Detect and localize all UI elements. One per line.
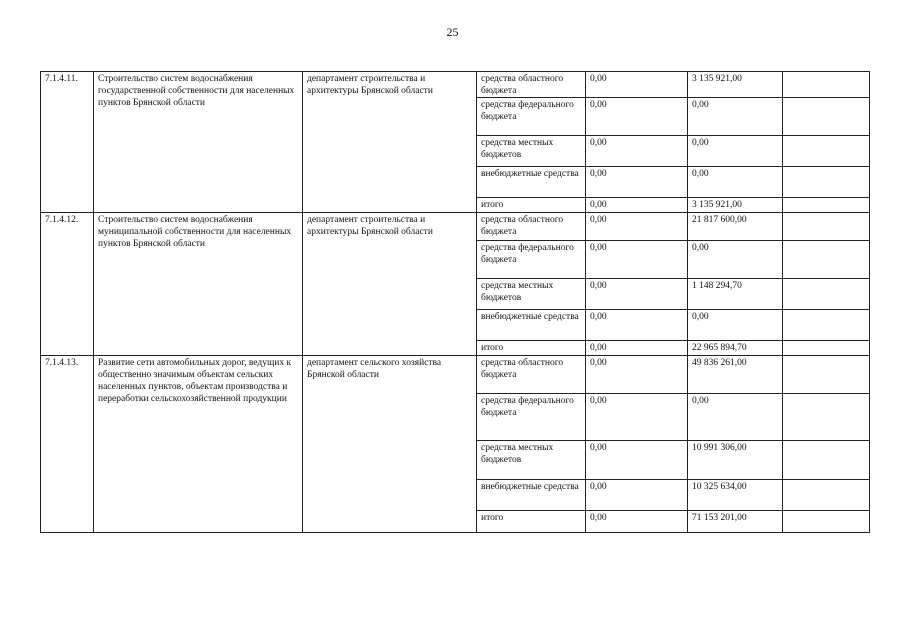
section-code: 7.1.4.11. <box>41 72 94 213</box>
value-col-2: 10 325 634,00 <box>688 480 783 511</box>
value-col-1: 0,00 <box>586 279 688 310</box>
value-col-1: 0,00 <box>586 241 688 279</box>
value-col-1: 0,00 <box>586 480 688 511</box>
section-code: 7.1.4.12. <box>41 213 94 356</box>
page-number: 25 <box>446 25 459 39</box>
value-col-2: 22 965 894,70 <box>688 341 783 356</box>
value-col-2: 0,00 <box>688 98 783 136</box>
value-col-1: 0,00 <box>586 356 688 394</box>
value-col-1: 0,00 <box>586 136 688 167</box>
value-col-2: 49 836 261,00 <box>688 356 783 394</box>
value-col-2: 0,00 <box>688 241 783 279</box>
empty-cell <box>783 394 870 441</box>
empty-cell <box>783 341 870 356</box>
empty-cell <box>783 511 870 533</box>
empty-cell <box>783 136 870 167</box>
value-col-2: 10 991 306,00 <box>688 441 783 480</box>
value-col-2: 71 153 201,00 <box>688 511 783 533</box>
value-col-1: 0,00 <box>586 198 688 213</box>
section-executor: департамент сельского хозяйства Брянской области <box>303 356 477 533</box>
table-row <box>41 356 870 394</box>
section-name: Строительство систем водоснабжения муниципальной собственности для населенных пунктов Брянской области <box>94 213 303 356</box>
funding-source: внебюджетные средства <box>477 480 586 511</box>
value-col-2: 3 135 921,00 <box>688 198 783 213</box>
empty-cell <box>783 72 870 98</box>
value-col-1: 0,00 <box>586 213 688 241</box>
value-col-2: 1 148 294,70 <box>688 279 783 310</box>
section-name: Развитие сети автомобильных дорог, ведущих к общественно значимым объектам сельских населенных пунктов, объектам производства и переработки сельскохозяйственной продукции <box>94 356 303 533</box>
funding-source: средства федерального бюджета <box>477 98 586 136</box>
value-col-1: 0,00 <box>586 341 688 356</box>
value-col-1: 0,00 <box>586 394 688 441</box>
empty-cell <box>783 310 870 341</box>
funding-source: средства местных бюджетов <box>477 441 586 480</box>
value-col-1: 0,00 <box>586 310 688 341</box>
funding-source: средства областного бюджета <box>477 72 586 98</box>
table-row <box>41 72 870 98</box>
empty-cell <box>783 213 870 241</box>
section-name: Строительство систем водоснабжения государственной собственности для населенных пунктов Брянской области <box>94 72 303 213</box>
funding-source: средства областного бюджета <box>477 213 586 241</box>
funding-source: средства местных бюджетов <box>477 136 586 167</box>
value-col-2: 21 817 600,00 <box>688 213 783 241</box>
budget-table <box>40 71 870 533</box>
table-row <box>41 213 870 241</box>
funding-source-total: итого <box>477 198 586 213</box>
value-col-2: 0,00 <box>688 136 783 167</box>
value-col-2: 0,00 <box>688 394 783 441</box>
empty-cell <box>783 98 870 136</box>
funding-source: средства федерального бюджета <box>477 241 586 279</box>
funding-source: внебюджетные средства <box>477 167 586 198</box>
empty-cell <box>783 241 870 279</box>
funding-source: средства областного бюджета <box>477 356 586 394</box>
empty-cell <box>783 441 870 480</box>
value-col-1: 0,00 <box>586 511 688 533</box>
empty-cell <box>783 279 870 310</box>
funding-source-total: итого <box>477 341 586 356</box>
funding-source: внебюджетные средства <box>477 310 586 341</box>
section-executor: департамент строительства и архитектуры Брянской области <box>303 72 477 213</box>
table-body <box>41 72 870 533</box>
funding-source-total: итого <box>477 511 586 533</box>
empty-cell <box>783 356 870 394</box>
empty-cell <box>783 167 870 198</box>
value-col-1: 0,00 <box>586 98 688 136</box>
value-col-1: 0,00 <box>586 72 688 98</box>
value-col-1: 0,00 <box>586 167 688 198</box>
empty-cell <box>783 480 870 511</box>
value-col-2: 0,00 <box>688 310 783 341</box>
funding-source: средства местных бюджетов <box>477 279 586 310</box>
empty-cell <box>783 198 870 213</box>
section-code: 7.1.4.13. <box>41 356 94 533</box>
value-col-1: 0,00 <box>586 441 688 480</box>
section-executor: департамент строительства и архитектуры Брянской области <box>303 213 477 356</box>
value-col-2: 0,00 <box>688 167 783 198</box>
funding-source: средства федерального бюджета <box>477 394 586 441</box>
value-col-2: 3 135 921,00 <box>688 72 783 98</box>
